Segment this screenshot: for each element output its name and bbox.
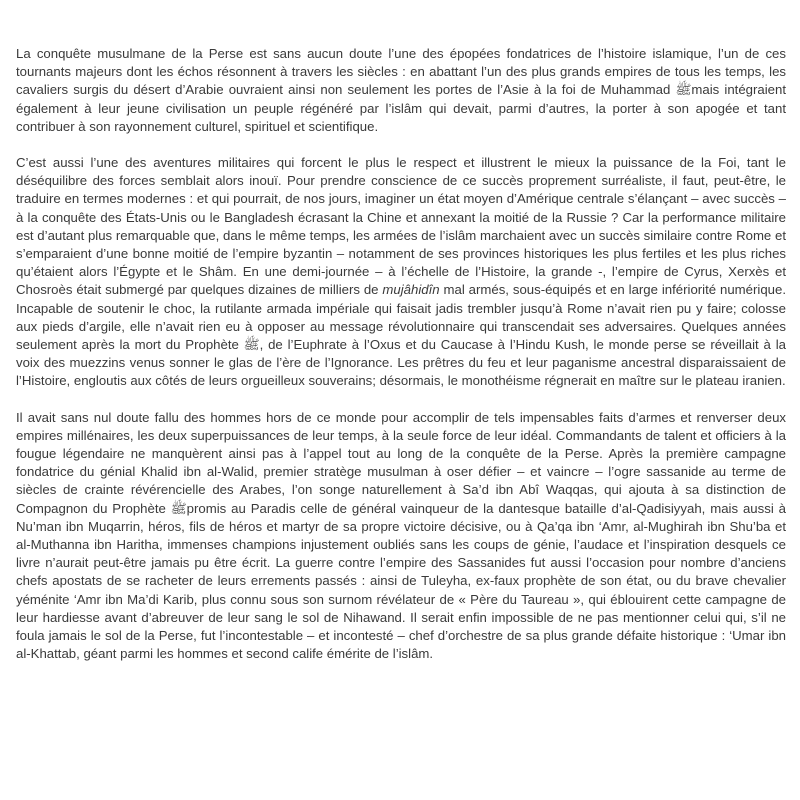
paragraph-2: [16, 154, 786, 391]
paragraph-3-text: Il avait sans nul doute fallu des hommes hors de ce monde pour accomplir de tels impensables faits d’armes et renverser deux empires millénaires, les deux superpuissances de leur temps, à la seule force de leur idéal. Commandants de talent et officiers à la fougue légendaire ne manquèrent ainsi pas à l’appel tout au long de la conquête de la Perse. Après la première campagne fondatrice du génial Khalid ibn al-Walid, premier stratège musulman à oser défier – et vaincre – l’ogre sassanide au terme de siècles de crainte révérencielle des Arabes, l’on songe naturellement à Sa’d ibn Abî Waqqas, qui ajouta à sa distinction de Compagnon du Prophète ﷺpromis au Paradis celle de général vainqueur de la dantesque bataille d’al-Qadisiyyah, mais aussi à Nu’man ibn Muqarrin, héros, fils de héros et martyr de sa propre victoire décisive, ou à Qa’qa ibn ‘Amr, al-Mughirah ibn Shu’ba et al-Muthanna ibn Haritha, immenses champions injustement oubliés sans les coups de génie, l’audace et l’inspiration desquels ce livre n’aurait peut-être jamais pu être écrit. La guerre contre l’empire des Sassanides fut aussi l’occasion pour nombre d’anciens chefs apostats de se racheter de leurs errements passés : ainsi de Tuleyha, ex-faux prophète de son état, ou du brave chevalier yéménite ‘Amr ibn Ma’di Karib, plus connu sous son surnom révélateur de « Père du Taureau », qui éblouirent cette campagne de leur hardiesse avant d’abreuver de leur sang le sol de Nihawand. Il serait enfin impossible de ne pas mentionner celui qui, s’il ne foula jamais le sol de la Perse, fut l’incontestable – et incontesté – chef d’orchestre de sa plus grande défaite historique : ‘Umar ibn al-Khattab, géant parmi les hommes et second calife émérite de l’islâm.: [16, 409, 786, 662]
paragraph-2-text-a: C’est aussi l’une des aventures militaires qui forcent le plus le respect et illustrent le mieux la puissance de la Foi, tant le déséquilibre des forces semblait alors inouï. Pour prendre conscience de ce succès proprement surréaliste, il faut, peut-être, le traduire en termes modernes : et qui pourrait, de nos jours, imaginer un état moyen d’Amérique centrale s’élançant – avec succès – à la conquête des États-Unis ou le Bangladesh écrasant la Chine et annexant la moitié de la Russie ? Car la performance militaire est d’autant plus remarquable que, dans le même temps, les armées de l’islâm marchaient avec un succès similaire contre Rome et s’emparaient d’une bonne moitié de l’empire byzantin – notamment de ses provinces historiques les plus fertiles et les plus riches qu’étaient alors l’Égypte et le Shâm. En une demi-journée – à l’échelle de l’Histoire, la grande -, l’empire de Cyrus, Xerxès et Chosroès était submergé par quelques dizaines de milliers de: [16, 155, 786, 298]
paragraph-3: [16, 409, 786, 664]
paragraph-2-text-b: mal armés, sous-équipés et en large infériorité numérique. Incapable de soutenir le choc, la rutilante armada impériale qui faisait jadis trembler jusqu’à Rome n’avait rien pu y faire; colosse aux pieds d’argile, elle n’avait rien eu à opposer au message révolutionnaire qui transcendait ses adversaires. Quelques années seulement après la mort du Prophète ﷺ, de l’Euphrate à l’Oxus et du Caucase à l’Hindu Kush, le monde perse se réveillait à la voix des muezzins venus sonner le glas de l’ère de l’Ignorance. Les prêtres du feu et leur paganisme ancestral disparaissaient de l’Histoire, engloutis aux côtés de leurs orgueilleux souverains; désormais, le monothéisme régnerait en maître sur le plateau iranien.: [16, 282, 786, 389]
paragraph-1: [16, 45, 786, 136]
paragraph-2-italic-term: mujâhidîn: [382, 282, 440, 298]
paragraph-1-text: La conquête musulmane de la Perse est sans aucun doute l’une des épopées fondatrices de l’histoire islamique, l’un de ces tournants majeurs dont les échos résonnent à travers les siècles : en abattant l’un des plus grands empires de tous les temps, les cavaliers surgis du désert d’Arabie ouvraient ainsi non seulement les portes de l’Asie à la foi de Muhammad ﷺmais intégraient également à leur jeune civilisation un peuple régénéré par l’islâm qui devait, parmi d’autres, la porter à son apogée et tant contribuer à son rayonnement culturel, spirituel et scientifique.: [16, 46, 786, 134]
